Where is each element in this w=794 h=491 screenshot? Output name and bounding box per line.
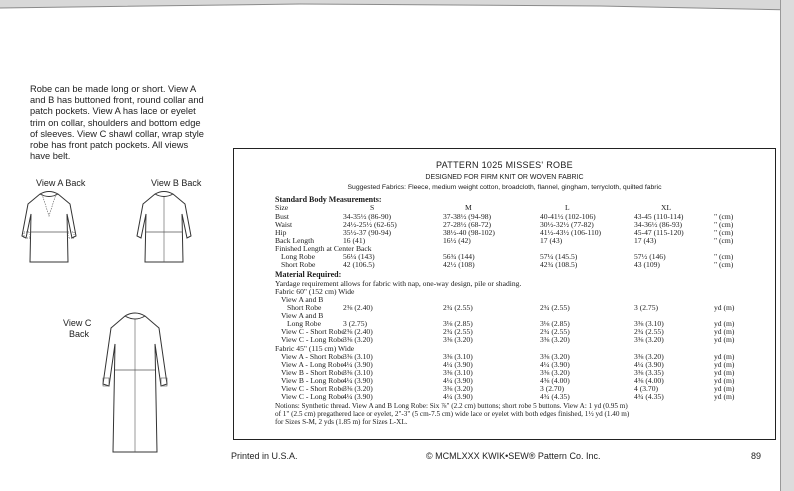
- size-xl-header: XL: [661, 203, 672, 212]
- cell-m: 4¼ (3.90): [443, 392, 473, 401]
- cell-xl: 45-47 (115-120): [634, 228, 684, 237]
- row-label: Short Robe: [281, 260, 316, 269]
- cell-unit: yd (m): [714, 319, 735, 328]
- cell-s: 3 (2.75): [343, 319, 368, 328]
- cell-xl: 3 (2.75): [634, 303, 659, 312]
- cell-s: 4¼ (3.90): [343, 360, 373, 369]
- cell-xl: 57½ (146): [634, 252, 666, 261]
- cell-unit: yd (m): [714, 352, 735, 361]
- cell-s: 16 (41): [343, 236, 366, 245]
- cell-m: 3⅜ (3.10): [443, 352, 473, 361]
- cell-xl: 43 (109): [634, 260, 660, 269]
- cell-m: 16½ (42): [443, 236, 471, 245]
- cell-unit: " (cm): [714, 252, 734, 261]
- cell-xl: 17 (43): [634, 236, 657, 245]
- notions-line: of 1" (2.5 cm) pregathered lace or eyelet, 2"-3" (5 cm-7.5 cm) wide lace or eyelet with both edges finished, 1½ yd (1.40 m): [275, 410, 630, 418]
- fabric45-row: [234, 393, 777, 401]
- view-c-label-line2: Back: [69, 329, 90, 339]
- intro-line: trim on collar, shoulders and bottom edge: [30, 117, 201, 128]
- cell-s: 24½-25½ (62-65): [343, 220, 397, 229]
- cell-s: 3⅜ (3.10): [343, 368, 373, 377]
- cell-unit: yd (m): [714, 376, 735, 385]
- cell-l: 42¾ (108.5): [540, 260, 578, 269]
- cell-xl: 3⅜ (3.20): [634, 352, 664, 361]
- cell-unit: yd (m): [714, 384, 735, 393]
- cell-unit: " (cm): [714, 260, 734, 269]
- cell-xl: 34-36½ (86-93): [634, 220, 683, 229]
- intro-description: [30, 84, 240, 162]
- measure-row: [234, 229, 777, 237]
- view-b-back-label: View B Back: [151, 178, 202, 188]
- pattern-title: PATTERN 1025 MISSES' ROBE: [436, 160, 573, 170]
- cell-l: 30½-32½ (77-82): [540, 220, 594, 229]
- cell-m: 2¾ (2.55): [443, 303, 473, 312]
- fabric-60-heading: Fabric 60" (152 cm) Wide: [275, 287, 355, 296]
- cell-l: 2¾ (2.55): [540, 327, 570, 336]
- cell-l: 3⅜ (3.20): [540, 335, 570, 344]
- yardage-note: Yardage requirement allows for fabric with nap, one-way design, pile or shading.: [275, 279, 522, 288]
- row-label: View C - Short Robe: [281, 384, 345, 393]
- cell-s: 56¼ (143): [343, 252, 375, 261]
- cell-xl: 4⅜ (4.00): [634, 376, 664, 385]
- cell-xl: 3⅜ (3.10): [634, 319, 664, 328]
- cell-l: 2¾ (2.55): [540, 303, 570, 312]
- cell-s: 3⅜ (3.10): [343, 352, 373, 361]
- notions-line: for Sizes S-M, 2 yds (1.85 m) for Sizes L-XL.: [275, 418, 408, 426]
- pattern-info-box: [233, 148, 776, 440]
- cell-unit: yd (m): [714, 303, 735, 312]
- cell-m: 3⅛ (2.85): [443, 319, 473, 328]
- cell-m: 38½-40 (98-102): [443, 228, 495, 237]
- row-label: Long Robe: [281, 252, 315, 261]
- row-label: Bust: [275, 212, 289, 221]
- material-heading: Material Required:: [275, 270, 342, 279]
- cell-l: 4¼ (3.90): [540, 360, 570, 369]
- size-header-label: Size: [275, 203, 289, 212]
- cell-xl: 4 (3.70): [634, 384, 659, 393]
- cell-s: 35½-37 (90-94): [343, 228, 392, 237]
- view-a-back-sketch: [18, 186, 80, 266]
- row-label: Hip: [275, 228, 287, 237]
- intro-line: robe has front patch pockets. All views: [30, 140, 189, 151]
- row-label: Waist: [275, 220, 293, 229]
- cell-xl: 3⅜ (3.35): [634, 368, 664, 377]
- cell-l: 3⅜ (3.20): [540, 352, 570, 361]
- finished-row: [234, 253, 777, 261]
- intro-line: and B has buttoned front, round collar and: [30, 95, 204, 106]
- cell-unit: " (cm): [714, 228, 734, 237]
- row-label: View A and B: [281, 295, 324, 304]
- intro-line: have belt.: [30, 151, 71, 162]
- cell-unit: " (cm): [714, 220, 734, 229]
- fabric60-row: [234, 336, 777, 344]
- cell-unit: yd (m): [714, 392, 735, 401]
- row-label: View C - Short Robe: [281, 327, 345, 336]
- measure-row: [234, 213, 777, 221]
- cell-unit: yd (m): [714, 360, 735, 369]
- row-label: View B - Long Robe: [281, 376, 345, 385]
- cell-unit: " (cm): [714, 236, 734, 245]
- cell-s: 3⅜ (3.20): [343, 335, 373, 344]
- cell-m: 37-38½ (94-98): [443, 212, 492, 221]
- suggested-fabrics: Suggested Fabrics: Fleece, medium weight cotton, broadcloth, flannel, gingham, terrycloth, quilted fabric: [347, 184, 662, 191]
- copyright-notice: © MCMLXXX KWIK•SEW® Pattern Co. Inc.: [426, 451, 601, 461]
- cell-l: 4⅜ (4.00): [540, 376, 570, 385]
- cell-xl: 43-45 (110-114): [634, 212, 684, 221]
- pattern-subtitle: DESIGNED FOR FIRM KNIT OR WOVEN FABRIC: [425, 174, 584, 181]
- cell-m: 3⅜ (3.20): [443, 335, 473, 344]
- cell-m: 4¼ (3.90): [443, 376, 473, 385]
- measurements-heading: Standard Body Measurements:: [275, 195, 382, 204]
- printed-in-usa: Printed in U.S.A.: [231, 451, 298, 461]
- cell-s: 4¼ (3.90): [343, 376, 373, 385]
- cell-s: 3⅜ (3.20): [343, 384, 373, 393]
- cell-l: 4¾ (4.35): [540, 392, 570, 401]
- size-s-header: S: [370, 203, 375, 212]
- row-label: View A - Long Robe: [281, 360, 344, 369]
- cell-l: 3 (2.70): [540, 384, 565, 393]
- cell-m: 56¾ (144): [443, 252, 475, 261]
- cell-l: 40-41½ (102-106): [540, 212, 596, 221]
- finished-length-heading: Finished Length at Center Back: [275, 244, 372, 253]
- measure-row: [234, 221, 777, 229]
- notions-line: Notions: Synthetic thread. View A and B Long Robe: Six ⅞" (2.2 cm) buttons; short robe 5 buttons. View A: 1 yd (0.95 m): [275, 402, 628, 410]
- view-c-label-line1: View C: [63, 318, 92, 328]
- row-label: View B - Short Robe: [281, 368, 345, 377]
- cell-m: 2¾ (2.55): [443, 327, 473, 336]
- row-label: Long Robe: [287, 319, 321, 328]
- cell-unit: yd (m): [714, 368, 735, 377]
- fabric-45-heading: Fabric 45" (115 cm) Wide: [275, 344, 355, 353]
- row-label: View C - Long Robe: [281, 335, 345, 344]
- cell-xl: 4¼ (3.90): [634, 360, 664, 369]
- size-m-header: M: [465, 203, 472, 212]
- intro-line: patch pockets. View A has lace or eyelet: [30, 106, 196, 117]
- cell-m: 3⅜ (3.10): [443, 368, 473, 377]
- view-c-back-sketch: [95, 306, 175, 456]
- cell-m: 3⅜ (3.20): [443, 384, 473, 393]
- intro-line: Robe can be made long or short. View A: [30, 84, 197, 94]
- cell-unit: " (cm): [714, 212, 734, 221]
- row-label: View A - Short Robe: [281, 352, 345, 361]
- cell-l: 3⅜ (3.20): [540, 368, 570, 377]
- cell-s: 42 (106.5): [343, 260, 375, 269]
- cell-s: 4¼ (3.90): [343, 392, 373, 401]
- cell-m: 42½ (108): [443, 260, 475, 269]
- row-label: View A and B: [281, 311, 324, 320]
- cell-l: 3⅛ (2.85): [540, 319, 570, 328]
- finished-row: [234, 261, 777, 269]
- cell-l: 17 (43): [540, 236, 563, 245]
- cell-xl: 2¾ (2.55): [634, 327, 664, 336]
- view-c-back-label: [63, 318, 91, 340]
- cell-m: 27-28½ (68-72): [443, 220, 492, 229]
- row-label: Short Robe: [287, 303, 322, 312]
- cell-xl: 3⅜ (3.20): [634, 335, 664, 344]
- cell-unit: yd (m): [714, 327, 735, 336]
- scan-edge-right: [780, 0, 794, 491]
- row-label: Back Length: [275, 236, 315, 245]
- intro-line: of sleeves. View C shawl collar, wrap style: [30, 128, 204, 139]
- scan-edge-top: [0, 0, 794, 14]
- cell-l: 41½-43½ (106-110): [540, 228, 602, 237]
- cell-unit: yd (m): [714, 335, 735, 344]
- view-a-back-label: View A Back: [36, 178, 86, 188]
- size-l-header: L: [565, 203, 570, 212]
- cell-s: 34-35½ (86-90): [343, 212, 392, 221]
- row-label: View C - Long Robe: [281, 392, 345, 401]
- cell-s: 2⅜ (2.40): [343, 303, 373, 312]
- cell-m: 4¼ (3.90): [443, 360, 473, 369]
- cell-xl: 4¾ (4.35): [634, 392, 664, 401]
- page-number: 89: [751, 451, 762, 461]
- cell-s: 2⅜ (2.40): [343, 327, 373, 336]
- cell-l: 57¼ (145.5): [540, 252, 578, 261]
- size-header-row: [234, 204, 777, 212]
- view-b-back-sketch: [133, 186, 195, 266]
